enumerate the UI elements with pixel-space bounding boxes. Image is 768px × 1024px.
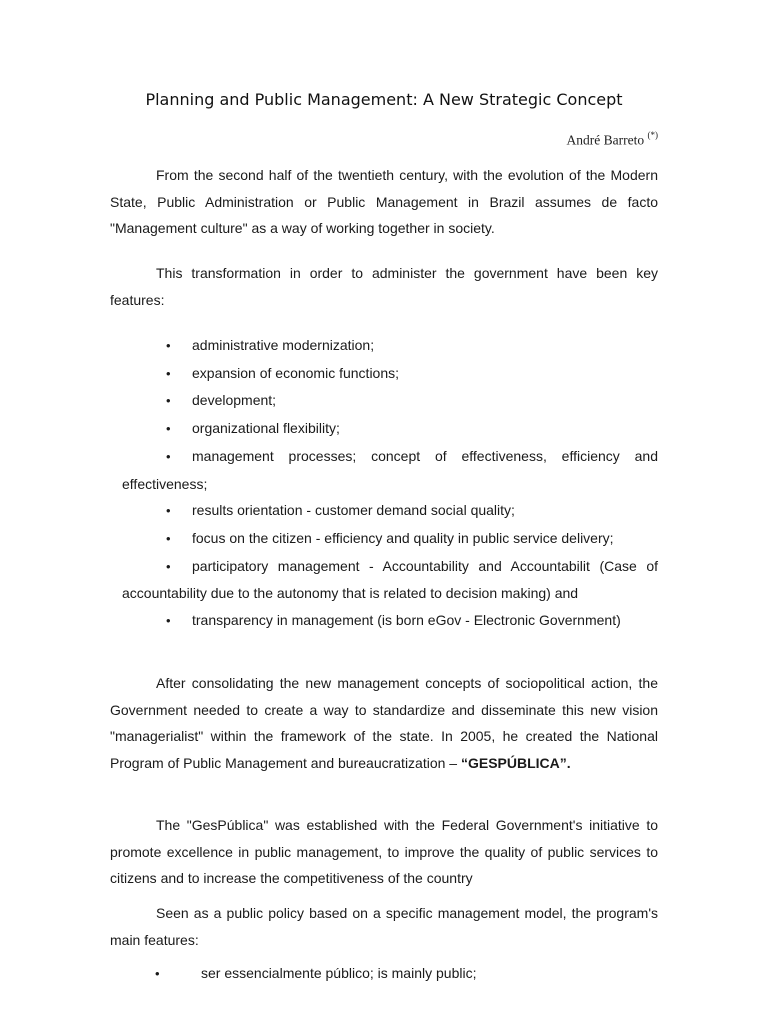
- list-item: • focus on the citizen - efficiency and quality in public service delivery;: [122, 525, 658, 553]
- features-list: [122, 332, 658, 635]
- bullet-icon: •: [166, 613, 171, 629]
- bullet-icon: •: [166, 421, 171, 437]
- program-name: “GESPÚBLICA”.: [460, 755, 571, 772]
- author-footnote-mark: (*): [647, 130, 658, 140]
- bullet-icon: •: [166, 338, 171, 353]
- paragraph-policy: Seen as a public policy based on a specific management model, the program's main features:: [110, 905, 658, 948]
- author-line: [567, 131, 658, 149]
- list-item: • development;: [122, 387, 658, 415]
- paragraph-transformation: This transformation in order to administer the government have been key features:: [110, 265, 658, 308]
- list-item: • administrative modernization;: [122, 332, 658, 360]
- bullet-icon: •: [166, 558, 171, 574]
- author-name: André Barreto: [566, 132, 645, 148]
- list-item: • results orientation - customer demand social quality;: [122, 497, 658, 525]
- list-item: • transparency in management (is born eGov - Electronic Government): [122, 607, 658, 635]
- paragraph-gespublica: The "GesPública" was established with the Federal Government's initiative to promote excellence in public management, to improve the quality of public services to citizens and to increase the competitiveness of the country: [110, 817, 658, 887]
- bullet-icon: •: [166, 393, 171, 409]
- list-item: • participatory management - Accountability and Accountabilit (Case of accountability due to the autonomy that is related to decision making) and: [122, 553, 658, 607]
- list-item: • ser essencialmente público; is mainly public;: [155, 960, 658, 988]
- bullet-icon: •: [166, 365, 171, 381]
- program-features-list: [155, 960, 658, 988]
- bullet-icon: •: [155, 966, 160, 981]
- list-item: • management processes; concept of effectiveness, efficiency and effectiveness;: [122, 443, 658, 497]
- document-title: Planning and Public Management: A New Strategic Concept: [145, 90, 623, 109]
- list-item: • organizational flexibility;: [122, 415, 658, 443]
- bullet-icon: •: [166, 503, 171, 519]
- bullet-icon: •: [166, 530, 171, 546]
- paragraph-consolidation: After consolidating the new management concepts of sociopolitical action, the Government needed to create a way to standardize and disseminate this new vision "managerialist" within the framework of the state. In 2005, he created the National Program of Public Management and bureaucratization – “GESPÚBLICA”.: [110, 675, 658, 772]
- list-item: • expansion of economic functions;: [122, 360, 658, 388]
- paragraph-intro: From the second half of the twentieth century, with the evolution of the Modern State, Public Administration or Public Management in Brazil assumes de facto "Management culture" as a way of working together in society.: [110, 167, 658, 237]
- bullet-icon: •: [166, 448, 171, 464]
